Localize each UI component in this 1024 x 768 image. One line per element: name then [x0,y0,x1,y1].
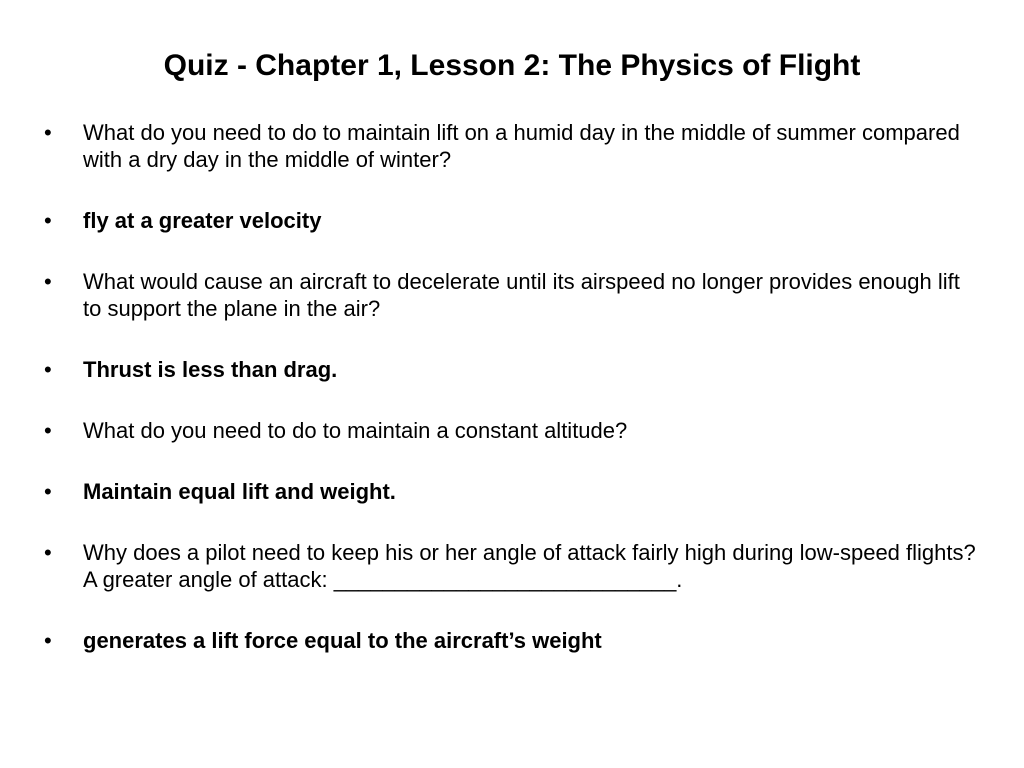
answer-text: fly at a greater velocity [83,208,322,233]
bullet-list [44,119,979,688]
answer-item [44,356,979,383]
question-item [44,539,979,593]
question-item [44,268,979,322]
answer-item [44,627,979,654]
bullet-icon: • [44,418,52,443]
answer-item [44,478,979,505]
bullet-icon: • [44,357,52,382]
question-item [44,417,979,444]
question-text: What would cause an aircraft to decelerate until its airspeed no longer provides enough lift to support the plane in the air? [83,269,960,321]
answer-text: generates a lift force equal to the aircraft’s weight [83,628,602,653]
question-text: Why does a pilot need to keep his or her angle of attack fairly high during low-speed flights? A greater angle of attack: ____________________________. [83,540,976,592]
question-text: What do you need to do to maintain lift on a humid day in the middle of summer compared with a dry day in the middle of winter? [83,120,960,172]
bullet-icon: • [44,540,52,565]
answer-text: Maintain equal lift and weight. [83,479,396,504]
slide-title: Quiz - Chapter 1, Lesson 2: The Physics of Flight [163,49,861,82]
bullet-icon: • [44,269,52,294]
answer-text: Thrust is less than drag. [83,357,338,382]
question-item [44,119,979,173]
bullet-icon: • [44,479,52,504]
bullet-icon: • [44,120,52,145]
answer-item [44,207,979,234]
question-text: What do you need to do to maintain a constant altitude? [83,418,628,443]
bullet-icon: • [44,628,52,653]
bullet-icon: • [44,208,52,233]
